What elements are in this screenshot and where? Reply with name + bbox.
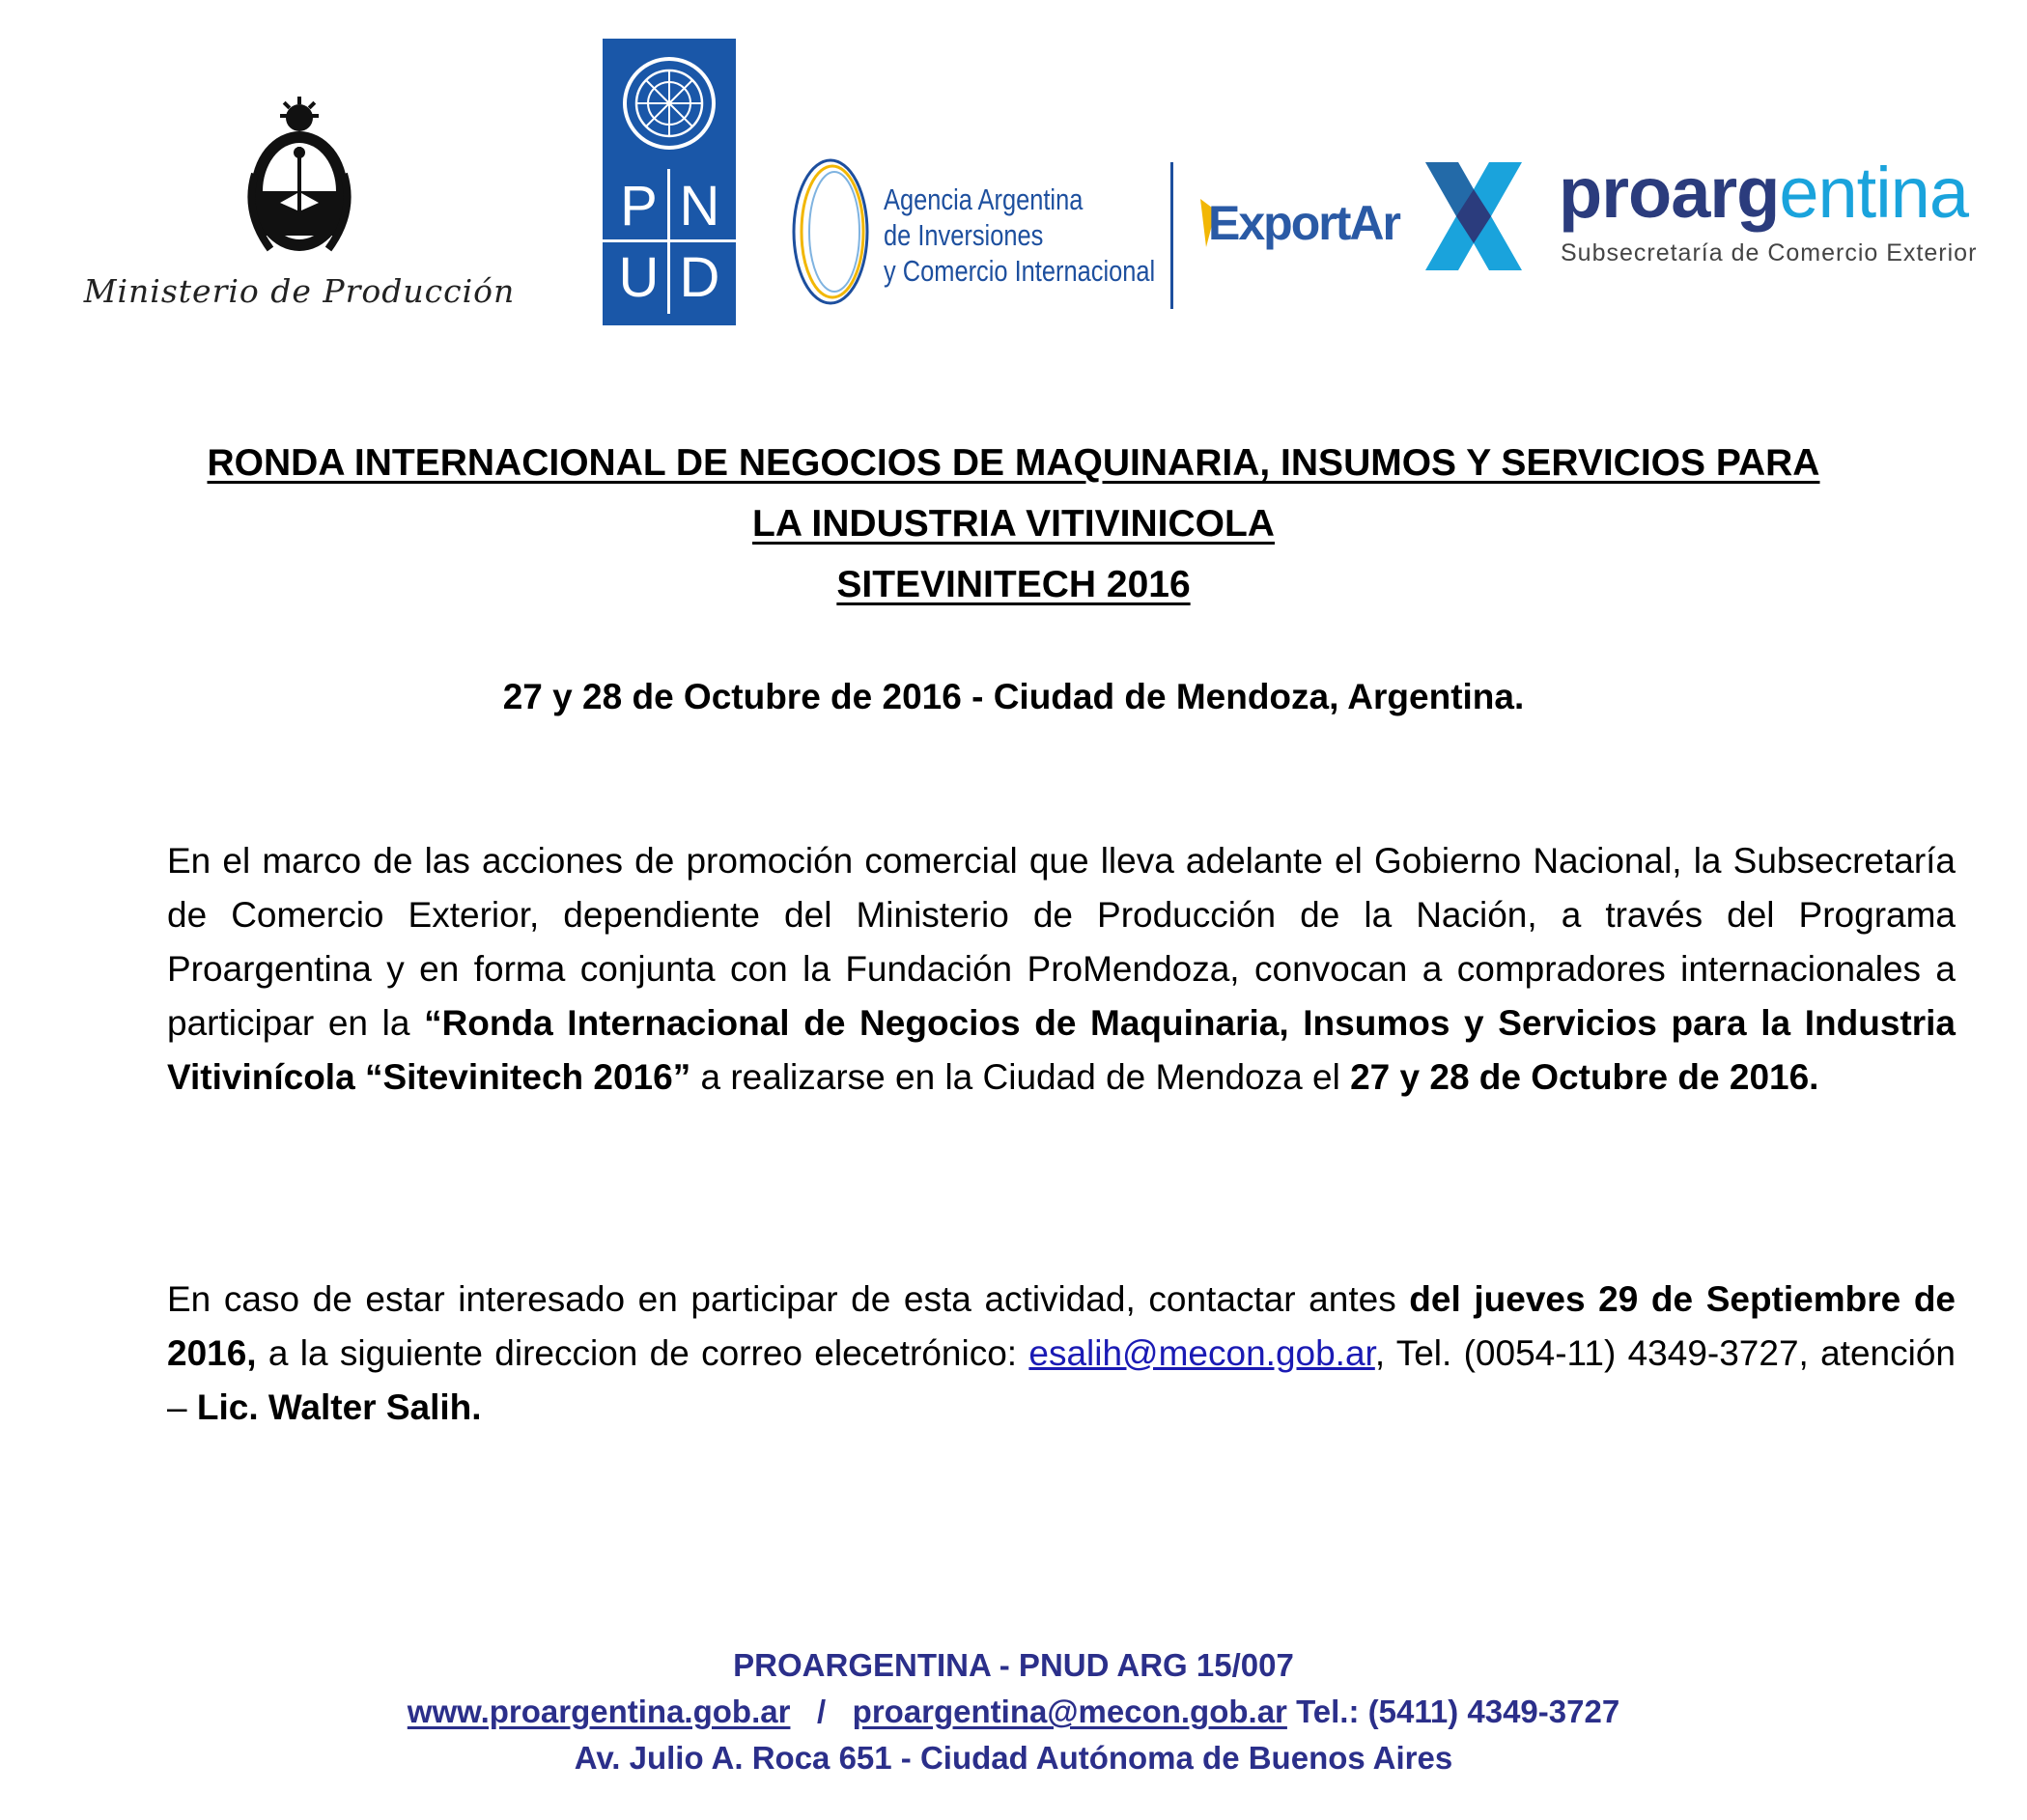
ministerio-logo: [77, 97, 521, 328]
pnud-letter-d: D: [679, 245, 720, 309]
footer-phone: Tel.: (5411) 4349-3727: [1296, 1694, 1620, 1729]
agencia-logo: [787, 154, 1399, 309]
event-date-location: 27 y 28 de Octubre de 2016 - Ciudad de Mendoza, Argentina.: [502, 677, 1525, 716]
proargentina-logo: [1425, 154, 2005, 280]
pnud-letter-u: U: [618, 245, 660, 309]
footer-address: Av. Julio A. Roca 651 - Ciudad Autónoma de Buenos Aires: [574, 1740, 1453, 1776]
proargentina-wordmark: proargentina: [1559, 153, 1968, 233]
paragraph-invitation: En el marco de las acciones de promoción comercial que lleva adelante el Gobierno Nacional, la Subsecretaría de Comercio Exterior, dependiente del Ministerio de Producción de la Nación, a través del Programa Proargentina y en forma conjunta con la Fundación ProMendoza, convocan a compradores internacionales a participar en la “Ronda Internacional de Negocios de Maquinaria, Insumos y Servicios para la Industria Vitivinícola “Sitevinitech 2016” a realizarse en la Ciudad de Mendoza el 27 y 28 de Octubre de 2016.: [167, 841, 1956, 1097]
pnud-letter-p: P: [620, 174, 658, 238]
footer-website-link[interactable]: www.proargentina.gob.ar: [407, 1694, 791, 1729]
footer-program: PROARGENTINA - PNUD ARG 15/007: [733, 1647, 1294, 1683]
agencia-rings-icon: [787, 154, 874, 309]
title-line-2: LA INDUSTRIA VITIVINICOLA: [752, 503, 1275, 545]
proargentina-x-icon: [1425, 162, 1522, 270]
ministerio-name: Ministerio de Producción: [83, 272, 516, 310]
pnud-letter-n: N: [679, 174, 720, 238]
title-line-3: SITEVINITECH 2016: [836, 564, 1191, 605]
exportar-name: ExportAr: [1208, 196, 1399, 250]
title-line-1: RONDA INTERNACIONAL DE NEGOCIOS DE MAQUINARIA, INSUMOS Y SERVICIOS PARA: [207, 442, 1820, 484]
agencia-name: Agencia Argentina de Inversiones y Comercio Internacional: [884, 182, 1156, 288]
footer-separator: /: [816, 1694, 827, 1729]
footer-email-link[interactable]: proargentina@mecon.gob.ar: [852, 1694, 1287, 1729]
un-emblem-icon: [620, 54, 718, 153]
logo-divider: [1170, 162, 1173, 309]
coat-of-arms-icon: [241, 97, 357, 261]
proargentina-subtitle: Subsecretaría de Comercio Exterior: [1561, 239, 1978, 266]
footer-contacts: [0, 1694, 2027, 1730]
contact-email-link[interactable]: esalih@mecon.gob.ar: [1028, 1333, 1375, 1373]
paragraph-contact: En caso de estar interesado en participar de esta actividad, contactar antes del jueves 29 de Septiembre de 2016, a la siguiente direccion de correo elecetrónico: esalih@mecon.gob.ar, Tel. (0054-11) 4349-3727, atención – Lic. Walter Salih.: [167, 1279, 1956, 1427]
pnud-logo: [603, 39, 736, 325]
